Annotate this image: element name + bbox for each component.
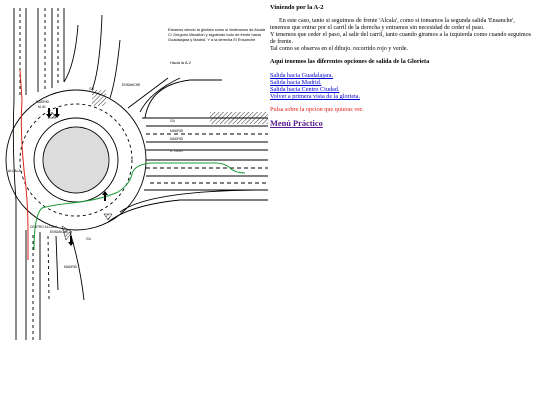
hatched-zone-east xyxy=(210,112,268,124)
hatched-island xyxy=(92,90,106,106)
label-centro-alcala: CENTRO ALCALA xyxy=(30,225,58,229)
link-volver[interactable]: Volver a primera vista de la glorieta. xyxy=(270,93,361,101)
label-madrid-left: MADRID xyxy=(36,100,50,104)
label-gu-bottom: GU xyxy=(86,237,91,241)
central-island xyxy=(43,127,109,193)
label-m-40: M-40 xyxy=(38,105,46,109)
menu-practico-link[interactable]: Menú Práctico xyxy=(270,118,323,128)
diagram-note-sub: Hacia la A-2 xyxy=(170,60,191,65)
label-madrid-bottom: MADRID xyxy=(64,265,78,269)
south-east-roads xyxy=(108,190,268,222)
label-alcala-left: ALCALA xyxy=(8,169,21,173)
paragraph-1: En este caso, tanto si seguimos de frente 'Alcala', como si tomamos la segunda salida 'Ensanche', tenemos que entrar por el carril de la derecha y entramos sin necesidad de ceder el paso. xyxy=(270,17,515,31)
label-madrid-right2: MADRID xyxy=(170,137,184,141)
link-madrid[interactable]: Salida hacia Madrid. xyxy=(270,79,322,87)
label-ensanche-top: ENSANCHE xyxy=(122,83,141,87)
south-road xyxy=(26,230,84,340)
paragraph-3: Tal como se observa en el dibujo. recorrido rojo y verde. xyxy=(270,45,408,52)
paragraph-2: Y tenemos que ceder el paso, al salir del carril, tanto cuando giramos a la izquierda como cuando seguimos de frente. xyxy=(270,31,532,45)
description-paragraph xyxy=(270,18,536,53)
description-panel xyxy=(270,5,536,129)
roundabout-diagram xyxy=(0,0,268,340)
east-road xyxy=(142,118,268,190)
select-prompt: Pulsa sobre la opcion que quieras ver. xyxy=(270,105,364,113)
route-red xyxy=(20,70,28,260)
page-title: Viniendo por la A-2 xyxy=(270,4,324,11)
roundabout-drawing xyxy=(0,0,268,340)
options-heading: Aqui tenemos las diferentes opciones de salida de la Glorieta xyxy=(270,58,430,66)
link-guadalajara[interactable]: Salida hacia Guadalajara. xyxy=(270,72,334,80)
label-madrid-right: MADRID xyxy=(170,129,184,133)
diagram-note: Estamos viendo la glorieta como si viniéramos de Alcalá C/ Gregorio Marañón y siguiendo todo de frente hacia Guadalajara y Madrid. Y a la derecha El Ensanche xyxy=(168,27,265,43)
label-guadalajara-small: GU xyxy=(89,87,94,91)
label-gu-right: GU xyxy=(170,119,175,123)
exit-links xyxy=(270,73,536,101)
link-centro-ciudad[interactable]: Salida hacia Centro Ciudad. xyxy=(270,86,340,94)
label-c-ocio: C. OCIO xyxy=(170,149,183,153)
label-ensanche-bottom: ENSANCHE xyxy=(50,230,69,234)
